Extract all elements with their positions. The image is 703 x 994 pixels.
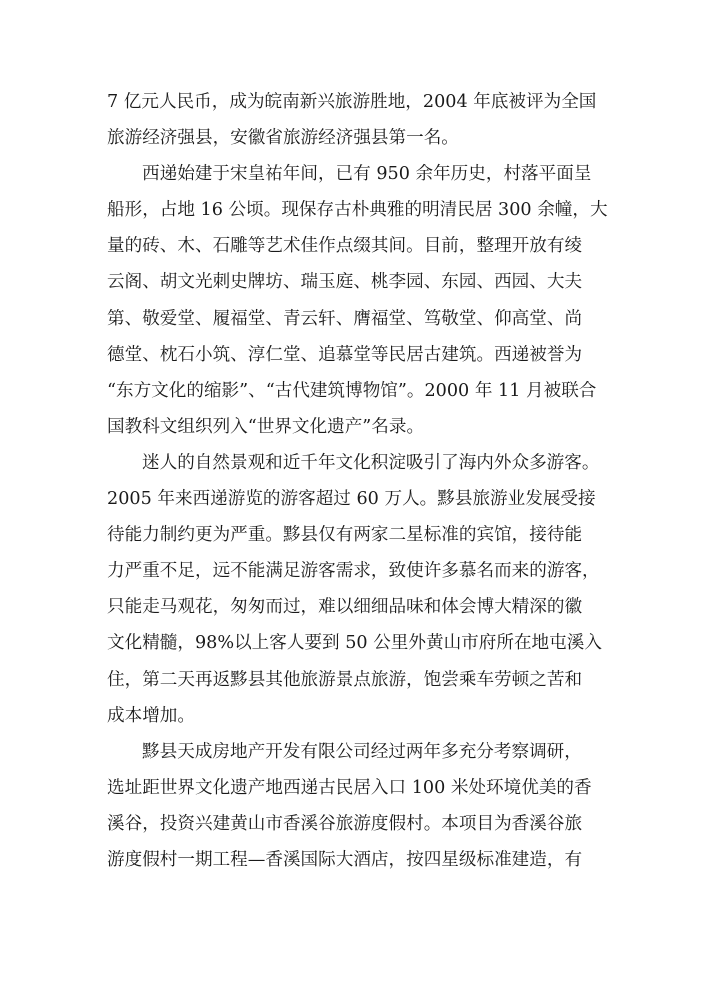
text-line: 游度假村一期工程—香溪国际大酒店，按四星级标准建造，有 [107, 849, 583, 870]
text-line: 旅游经济强县，安徽省旅游经济强县第一名。 [107, 128, 459, 149]
text-line: 溪谷，投资兴建黄山市香溪谷旅游度假村。本项目为香溪谷旅 [107, 813, 583, 834]
paragraph-start-line: 黟县天成房地产开发有限公司经过两年多充分考察调研， [142, 741, 582, 762]
text-line: 文化精髓，98%以上客人要到 50 公里外黄山市府所在地屯溪入 [107, 633, 602, 654]
text-line: 成本增加。 [107, 705, 195, 726]
text-line: 量的砖、木、石雕等艺术佳作点缀其间。目前，整理开放有绫 [107, 236, 583, 257]
body-text [107, 84, 608, 878]
text-line: 2005 年来西递游览的游客超过 60 万人。黟县旅游业发展受接 [107, 489, 596, 510]
text-line: 选址距世界文化遗产地西递古民居入口 100 米处环境优美的香 [107, 777, 592, 798]
text-line: 7 亿元人民币，成为皖南新兴旅游胜地，2004 年底被评为全国 [107, 92, 597, 112]
text-line: 第、敬爱堂、履福堂、青云轩、膺福堂、笃敬堂、仰高堂、尚 [107, 308, 583, 329]
text-line: 力严重不足，远不能满足游客需求，致使许多慕名而来的游客， [107, 561, 600, 582]
text-line: 待能力制约更为严重。黟县仅有两家二星标准的宾馆，接待能 [107, 525, 583, 546]
paragraph-start-line: 迷人的自然景观和近千年文化积淀吸引了海内外众多游客。 [142, 452, 600, 473]
text-line: 国教科文组织列入“世界文化遗产”名录。 [107, 416, 425, 437]
text-line: 只能走马观花，匆匆而过，难以细细品味和体会博大精深的徽 [107, 597, 583, 618]
text-line: 德堂、枕石小筑、淳仁堂、追慕堂等民居古建筑。西递被誉为 [107, 344, 583, 365]
paragraph-start-line: 西递始建于宋皇祐年间，已有 950 余年历史，村落平面呈 [142, 164, 592, 185]
text-line: “东方文化的缩影”、“古代建筑博物馆”。2000 年 11 月被联合 [107, 380, 597, 401]
text-line: 住，第二天再返黟县其他旅游景点旅游，饱尝乘车劳顿之苦和 [107, 669, 583, 690]
text-line: 船形，占地 16 公顷。现保存古朴典雅的明清民居 300 余幢，大 [107, 200, 608, 221]
text-line: 云阁、胡文光刺史牌坊、瑞玉庭、桃李园、东园、西园、大夫 [107, 272, 583, 293]
